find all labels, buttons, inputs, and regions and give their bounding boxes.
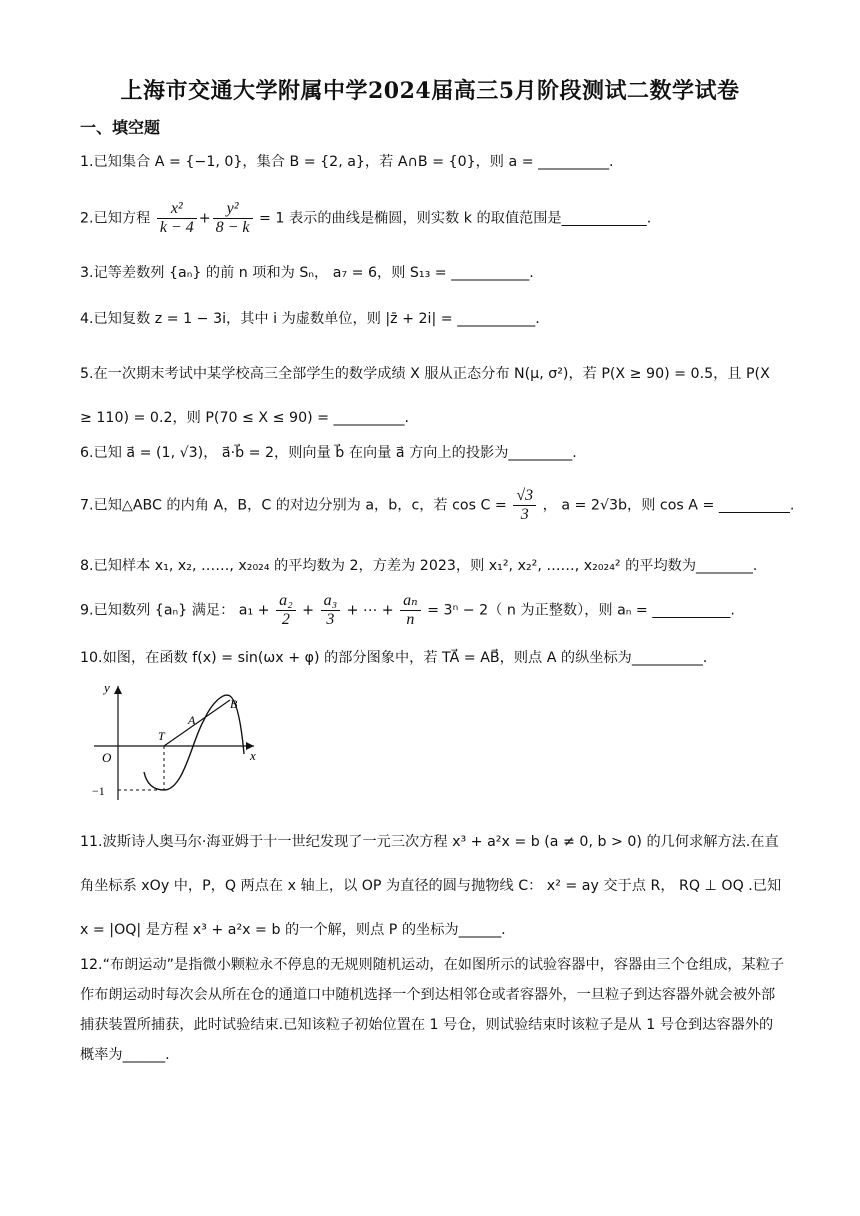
question-2-suffix: = 1 表示的曲线是椭圆，则实数 k 的取值范围是____________. [259,210,652,227]
question-2: 2.已知方程 $\frac{\text{x²}}{k - 4}$ + $\frac{\text{y²}}{8 - k}$ = 1 表示的曲线是椭圆，则实数 k 的取值范围是____________. [80,200,652,236]
x-axis-label: x [250,748,256,763]
point-A-label: A [188,713,196,727]
fraction-y2 [213,200,253,237]
point-B-label: B [230,697,238,711]
fraction-an-over-n [400,592,420,629]
question-7 [80,487,795,524]
question-7-prefix: 7.已知△ABC 的内角 A，B，C 的对边分别为 a，b，c，若 cos C = [80,497,507,514]
question-10: 10.如图，在函数 f(x) = sin(ωx + φ) 的部分图象中，若 TA⃗ = AB⃗，则点 A 的纵坐标为__________. [80,650,708,666]
fraction-denominator: 8 − k [215,219,250,236]
question-7-suffix: ， a = 2√3b，则 cos A = __________. [542,497,795,514]
point-T-label: T [158,729,165,743]
fraction-numerator: y² [213,200,253,219]
sine-graph-figure [84,680,264,805]
fraction-numerator: x² [157,200,197,219]
fraction-a3-over-3 [321,592,341,629]
minus-one-label: −1 [92,784,105,798]
question-9-prefix: 9.已知数列 {aₙ} 满足： a₁ + [80,602,270,619]
section-heading: 一、填空题 [80,118,161,137]
segment-TB [164,700,230,746]
fraction-denominator: 2 [281,611,290,628]
fraction-numerator: a₂ [276,592,296,611]
fraction-numerator: √3 [513,487,536,506]
ellipsis-sign: + ⋯ + [346,602,394,619]
question-12: 12.“布朗运动”是指微小颗粒永不停息的无规则随机运动，在如图所示的试验容器中，容器由三个仓组成，某粒子作布朗运动时每次会从所在仓的通道口中随机选择一个到达相邻仓或者容器外，一旦粒子到达容器外就会被外部捕获装置所捕获，此时试验结束.已知该粒子初始位置在 1 号仓，则试验结束时该粒子是从 1 号仓到达容器外的概率为______. [80,957,785,1063]
question-2-prefix: 2.已知方程 [80,210,151,227]
page-title: 上海市交通大学附属中学2024届高三5月阶段测试二数学试卷 [120,78,740,104]
question-5: 5.在一次期末考试中某学校高三全部学生的数学成绩 X 服从正态分布 N(μ, σ²)，若 P(X ≥ 90) = 0.5，且 P(X ≥ 110) = 0.2，则 P(70 ≤ X ≤ 90) = __________. [80,366,770,426]
y-axis-arrow-icon [114,686,122,694]
plus-sign: + [302,602,315,619]
fraction-denominator: k − 4 [159,219,194,236]
origin-label: O [102,750,112,765]
fraction-denominator: n [406,611,415,628]
question-9-suffix: = 3ⁿ − 2（ n 为正整数），则 aₙ = ___________. [427,602,735,619]
fraction-a2-over-2 [276,592,296,629]
question-3: 3.记等差数列 {aₙ} 的前 n 项和为 Sₙ， a₇ = 6，则 S₁₃ = ___________. [80,265,534,281]
question-4: 4.已知复数 z = 1 − 3i，其中 i 为虚数单位，则 |z̄ + 2i| = ___________. [80,311,540,327]
fraction-denominator: 3 [326,611,335,628]
question-9 [80,592,788,629]
fraction-x2 [157,200,197,237]
question-1: 1.已知集合 A = {−1, 0}，集合 B = {2, a}，若 A∩B = {0}，则 a = __________. [80,154,614,170]
y-axis-label: y [104,680,110,695]
fraction-numerator: a₃ [321,592,341,611]
question-8: 8.已知样本 x₁, x₂, ……, x₂₀₂₄ 的平均数为 2，方差为 2023，则 x₁², x₂², ……, x₂₀₂₄² 的平均数为________. [80,558,758,574]
question-6: 6.已知 a⃗ = (1, √3)， a⃗·b⃗ = 2，则向量 b⃗ 在向量 a⃗ 方向上的投影为_________. [80,445,577,461]
fraction-denominator: 3 [520,506,529,523]
fraction-sqrt3-over-3 [513,487,536,524]
question-11: 11.波斯诗人奥马尔·海亚姆于十一世纪发现了一元三次方程 x³ + a²x = b (a ≠ 0, b > 0) 的几何求解方法.在直角坐标系 xOy 中，P，Q 两点在 x 轴上，以 OP 为直径的圆与抛物线 C： x² = ay 交于点 R， RQ ⊥ OQ .已知 x = |OQ| 是方程 x³ + a²x = b 的一个解，则点 P 的坐标为______. [80,834,782,938]
fraction-numerator: aₙ [400,592,420,611]
